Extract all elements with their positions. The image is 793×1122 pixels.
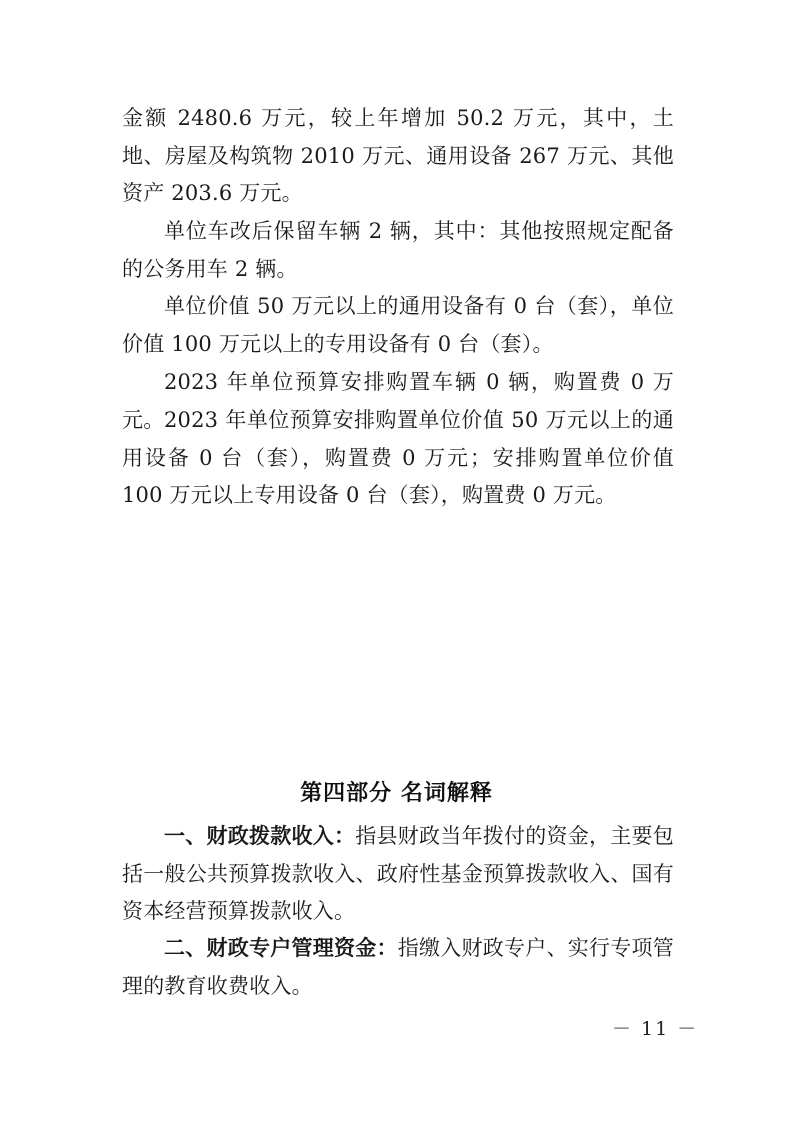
term-paragraph	[122, 930, 674, 1005]
paragraph-text: 单位车改后保留车辆 2 辆，其中：其他按照规定配备的公务用车 2 辆。	[122, 219, 674, 281]
term-label: 二、财政专户管理资金：	[164, 936, 398, 960]
paragraph-asset-amount	[122, 100, 674, 213]
term-definition-fiscal-appropriation	[122, 818, 674, 931]
section-title: 第四部分 名词解释	[300, 781, 493, 806]
page-number: － 11 －	[612, 1018, 699, 1040]
term-text: 指县财政当年拨付的资金，主要包括一般公共预算拨款收入、政府性基金预算拨款收入、国有资本经营预算拨款收入。	[122, 824, 674, 923]
paragraph-text: 单位价值 50 万元以上的通用设备有 0 台（套），单位价值 100 万元以上的专用设备有 0 台（套）。	[122, 294, 674, 356]
term-paragraph	[122, 818, 674, 931]
paragraph-text: 金额 2480.6 万元，较上年增加 50.2 万元，其中，土地、房屋及构筑物 2010 万元、通用设备 267 万元、其他资产 203.6 万元。	[122, 106, 674, 205]
paragraph-equipment	[122, 288, 674, 363]
term-label: 一、财政拨款收入：	[164, 824, 356, 848]
paragraph-text: 2023 年单位预算安排购置车辆 0 辆，购置费 0 万元。	[122, 370, 674, 432]
paragraph-text: 2023 年单位预算安排购置单位价值 50 万元以上的通用设备 0 台（套），购置费 0 万元；安排购置单位价值 100 万元以上专用设备 0 台（套），购置费 0 万元。	[122, 408, 674, 507]
term-definition-special-account	[122, 930, 674, 1005]
paragraph-vehicles	[122, 213, 674, 288]
paragraph-equipment-purchase	[122, 402, 674, 515]
term-text: 指缴入财政专户、实行专项管理的教育收费收入。	[122, 936, 674, 998]
